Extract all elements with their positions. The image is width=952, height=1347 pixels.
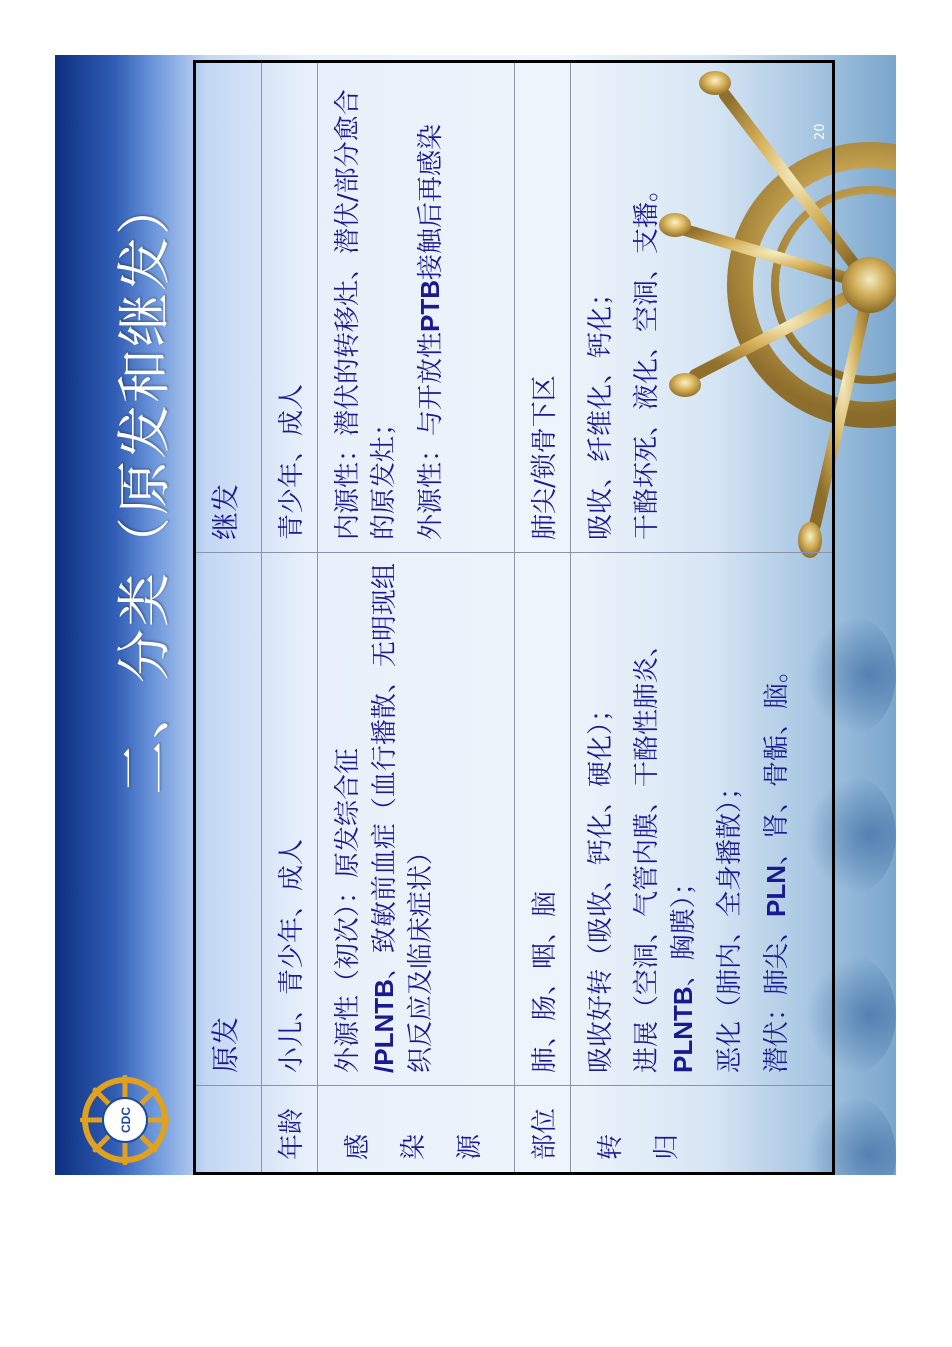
row-label-outcome	[571, 1086, 834, 1174]
outcome-primary-line-1: 吸收好转（吸收、钙化、硬化）；	[586, 695, 616, 1073]
outcome-secondary-line-2: 干酪坏死、液化、空洞、支播。	[632, 175, 662, 540]
row-label-location: 部位	[515, 1086, 571, 1174]
outcome-primary-line-2a: 进展（空洞、气管内膜、干酪性肺炎、	[632, 630, 662, 1073]
outcome-primary-line-4b: 、肾、骨骺、脑。	[762, 656, 792, 865]
header-empty-cell	[195, 1086, 262, 1174]
cell-outcome-primary	[571, 553, 834, 1086]
label-char: 源	[455, 1133, 485, 1160]
slide	[55, 55, 896, 1175]
cell-source-primary	[318, 553, 515, 1086]
cell-age-primary: 小儿、青少年、成人	[262, 553, 318, 1086]
table-row-age	[262, 62, 318, 1174]
plntb-term: /PLNTB	[369, 979, 399, 1073]
source-secondary-line-2	[412, 73, 449, 540]
cdc-logo-icon	[80, 1075, 170, 1165]
row-label-infection-source	[318, 1086, 515, 1174]
cell-location-primary: 肺、肠、咽、脑	[515, 553, 571, 1086]
source-secondary-line-2a: 外源性：与开放性	[416, 331, 446, 540]
classification-table	[193, 60, 835, 1175]
header-primary: 原发	[195, 553, 262, 1086]
header-secondary: 继发	[195, 62, 262, 553]
label-char: 归	[652, 1133, 682, 1160]
outcome-primary-line-2	[629, 563, 702, 1073]
outcome-primary-line-4a: 潜伏：肺尖、	[762, 916, 792, 1073]
svg-text:CDC: CDC	[119, 1107, 133, 1133]
cell-location-secondary: 肺尖/锁骨下区	[515, 62, 571, 553]
cell-outcome-secondary	[571, 62, 834, 553]
outcome-primary-line-3: 恶化（肺内、全身播散）；	[715, 773, 745, 1073]
table-row-location	[515, 62, 571, 1174]
source-primary-line-1: 外源性（初次）：原发综合征	[333, 747, 363, 1073]
source-secondary-line-1: 内源性：潜伏的转移灶、潜伏/部分愈合的原发灶；	[333, 89, 399, 540]
ptb-term: PTB	[415, 279, 445, 332]
cell-source-secondary	[318, 62, 515, 553]
label-char: 转	[596, 1133, 626, 1160]
slide-title: 二、分类（原发和继发）	[113, 179, 176, 795]
pln-term: PLN	[761, 864, 791, 917]
source-secondary-line-2b: 接触后再感染	[416, 123, 446, 280]
row-label-age: 年龄	[262, 1086, 318, 1174]
source-primary-line-2-text: 、致敏前血症（血行播散、无明现组织反应及临床症状）	[370, 563, 436, 1073]
page-number: 20	[813, 123, 828, 140]
outcome-secondary-line-1: 吸收、纤维化、钙化；	[586, 279, 616, 540]
table-header-row	[195, 62, 262, 1174]
outcome-primary-line-4	[758, 563, 795, 1073]
slide-canvas	[55, 55, 896, 1175]
label-char: 染	[399, 1133, 429, 1160]
source-primary-line-2	[366, 563, 439, 1073]
outcome-primary-line-2b: 、胸膜）；	[669, 869, 699, 987]
table-row-infection-source	[318, 62, 515, 1174]
table-row-outcome	[571, 62, 834, 1174]
plntb-term: PLNTB	[668, 986, 698, 1073]
label-char: 感	[343, 1133, 373, 1160]
cell-age-secondary: 青少年、成人	[262, 62, 318, 553]
